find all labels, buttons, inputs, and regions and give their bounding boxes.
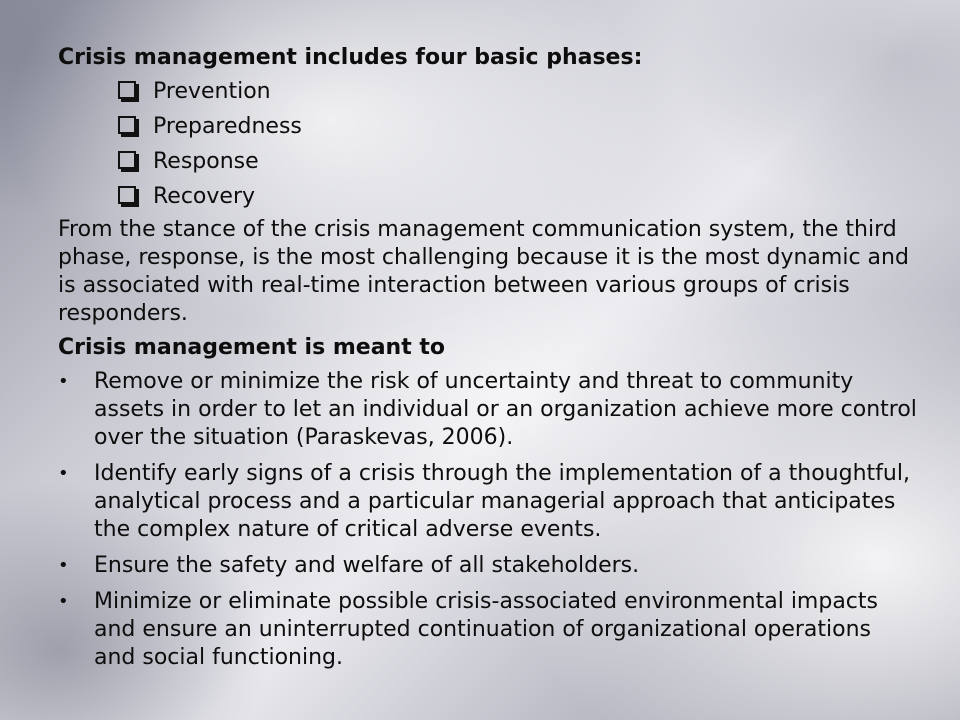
bullet-text: Minimize or eliminate possible crisis-associated environmental impacts and ensure an uninterrupted continuation of organizational operations and social functioning. <box>94 589 878 670</box>
phase-item-prevention <box>118 74 918 109</box>
checkbox-bullet-icon <box>118 186 136 204</box>
bullet-dot-icon: • <box>58 555 69 576</box>
bullet-dot-icon: • <box>58 463 69 484</box>
bullet-text: Ensure the safety and welfare of all stakeholders. <box>94 553 640 578</box>
checkbox-bullet-icon <box>118 81 136 99</box>
phases-list <box>58 74 918 214</box>
bullet-dot-icon: • <box>58 371 69 392</box>
phase-item-preparedness <box>118 109 918 144</box>
list-item <box>58 368 918 452</box>
slide-content <box>58 44 918 680</box>
purpose-list <box>58 368 918 672</box>
phase-label: Preparedness <box>153 114 302 139</box>
checkbox-bullet-icon <box>118 151 136 169</box>
list-item <box>58 460 918 544</box>
bullet-text: Remove or minimize the risk of uncertainty and threat to community assets in order to let an individual or an organization achieve more control over the situation (Paraskevas, 2006). <box>94 369 917 450</box>
phases-heading: Crisis management includes four basic phases: <box>58 45 643 70</box>
phase-label: Prevention <box>153 79 271 104</box>
bullet-text: Identify early signs of a crisis through the implementation of a thoughtful, analytical process and a particular managerial approach that anticipates the complex nature of critical adverse events. <box>94 461 910 542</box>
phase-item-response <box>118 144 918 179</box>
list-item <box>58 552 918 580</box>
checkbox-bullet-icon <box>118 116 136 134</box>
purpose-heading: Crisis management is meant to <box>58 335 446 360</box>
bullet-dot-icon: • <box>58 591 69 612</box>
phase-label: Recovery <box>153 184 256 209</box>
response-paragraph: From the stance of the crisis management communication system, the third phase, response, is the most challenging because it is the most dynamic and is associated with real-time interaction between various groups of crisis responders. <box>58 217 909 326</box>
phase-item-recovery <box>118 179 918 214</box>
phase-label: Response <box>153 149 259 174</box>
list-item <box>58 588 918 672</box>
